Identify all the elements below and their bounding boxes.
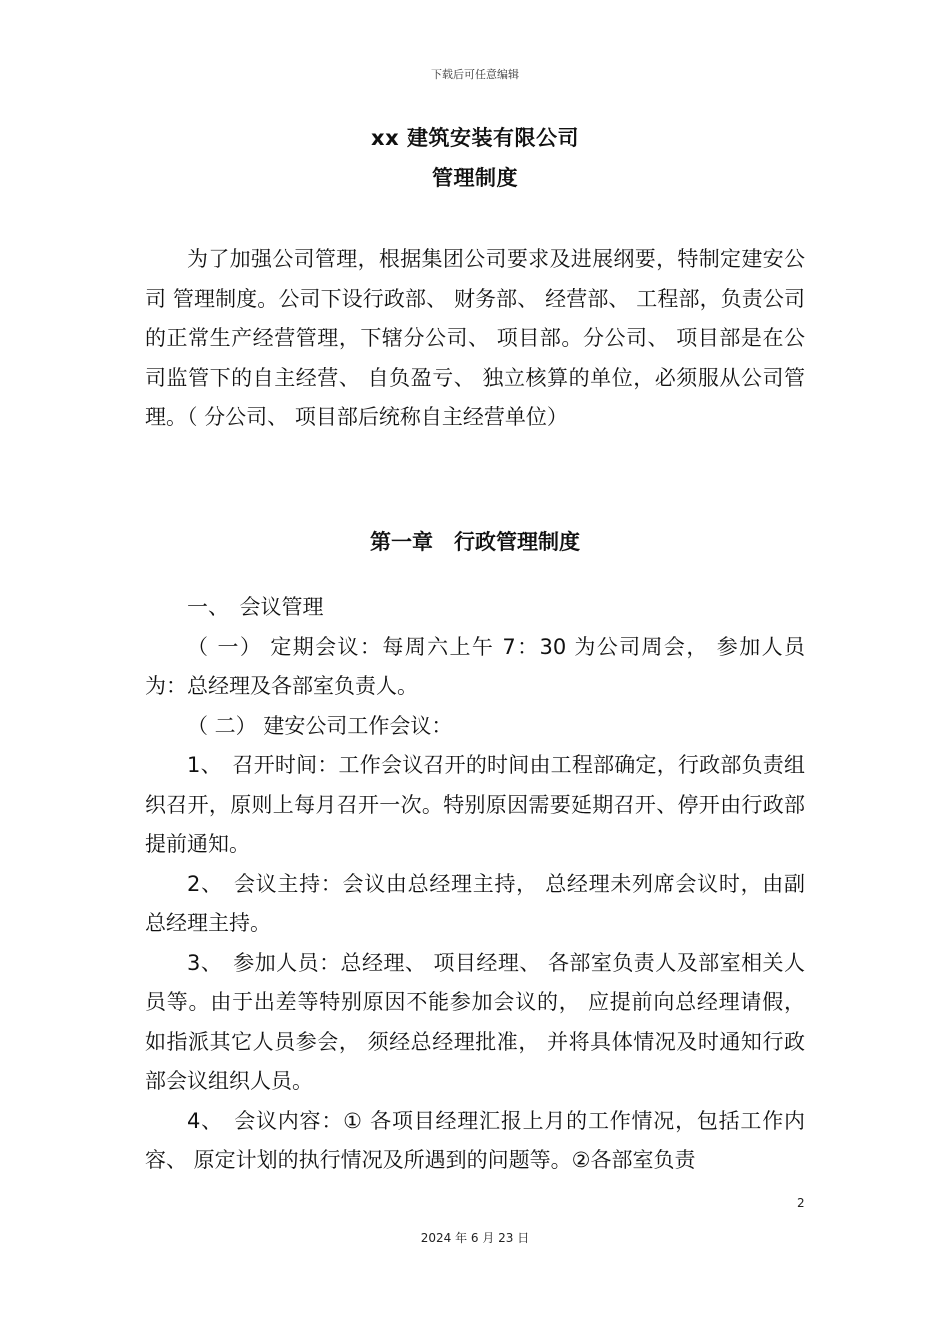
chapter-title: 第一章 行政管理制度 (370, 530, 580, 554)
paragraph-meeting-time: 1、 召开时间：工作会议召开的时间由工程部确定，行政部负责组织召开，原则上每月召开一次。特别原因需要延期召开、停开由行政部提前通知。 (145, 753, 805, 856)
paragraph-meeting-content: 4、 会议内容：① 各项目经理汇报上月的工作情况，包括工作内容、 原定计划的执行情况及所遇到的问题等。②各部室负责 (145, 1108, 805, 1172)
page-number: 2 (797, 1196, 805, 1210)
paragraph-meeting-host: 2、 会议主持：会议由总经理主持， 总经理未列席会议时，由副总经理主持。 (145, 871, 805, 935)
paragraph-regular-meeting: （ 一） 定期会议：每周六上午 7：30 为公司周会， 参加人员为：总经理及各部室负责人。 (145, 634, 805, 698)
paragraph-attendees: 3、 参加人员：总经理、 项目经理、 各部室负责人及部室相关人员等。由于出差等特别原因不能参加会议的， 应提前向总经理请假， 如指派其它人员参会， 须经总经理批准， 并将具体情况及时通知行政部会议组织人员。 (145, 950, 805, 1093)
paragraph-work-meeting: （ 二） 建安公司工作会议： (187, 713, 453, 738)
paragraph-meeting-management: 一、 会议管理 (187, 595, 324, 619)
footer-date: 2024 年 6 月 23 日 (420, 1231, 530, 1245)
intro-section (145, 240, 805, 438)
header-note: 下载后可任意编辑 (431, 68, 519, 81)
document-title (0, 118, 950, 198)
chapter-content (145, 588, 805, 1181)
document-subtitle: 管理制度 (432, 166, 518, 190)
company-name: xx 建筑安装有限公司 (371, 126, 579, 150)
intro-paragraph: 为了加强公司管理，根据集团公司要求及进展纲要，特制定建安公司 管理制度。公司下设行政部、 财务部、 经营部、 工程部，负责公司的正常生产经营管理，下辖分公司、 项目部。分公司、 项目部是在公司监管下的自主经营、 自负盈亏、 独立核算的单位，必须服从公司管理。（ 分公司、 项目部后统称自主经营单位） (145, 247, 805, 429)
